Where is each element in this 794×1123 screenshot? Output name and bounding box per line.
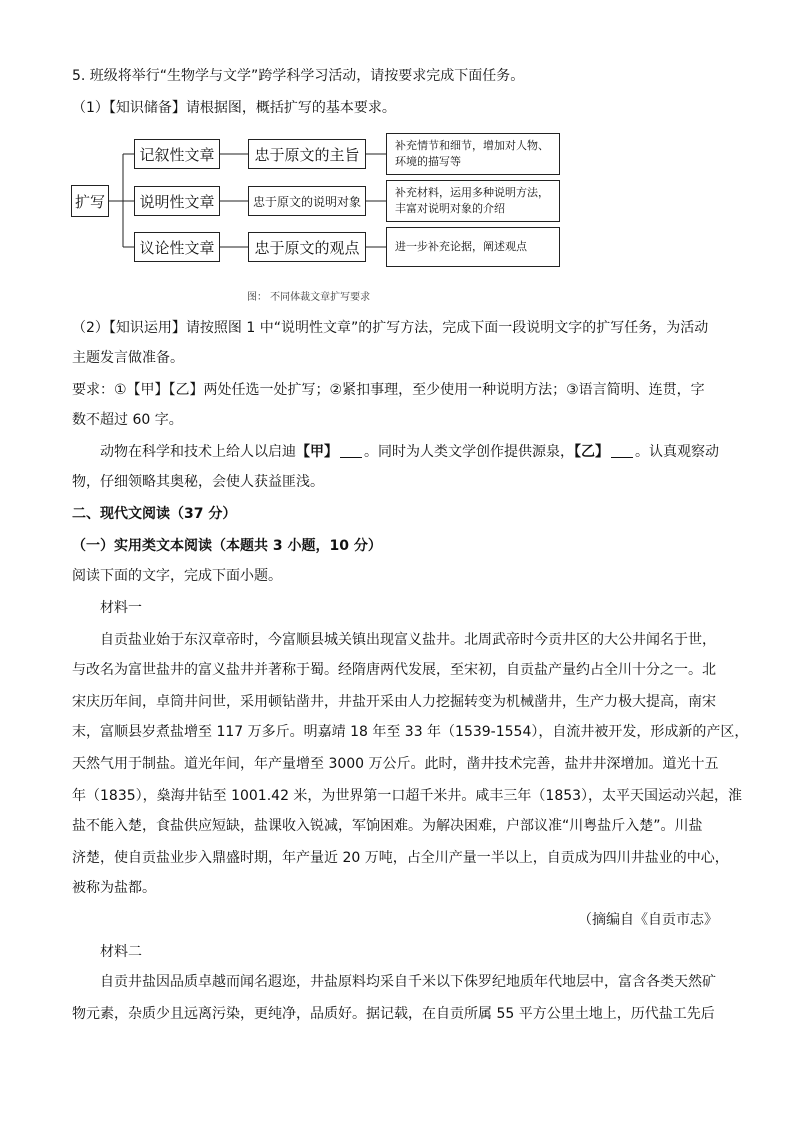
paragraph-text-a: 动物在科学和技术上给人以启迪 xyxy=(100,444,296,460)
reading-instruction: 阅读下面的文字，完成下面小题。 xyxy=(72,568,282,584)
diagram-root: 扩写 xyxy=(71,185,109,217)
type-argumentative: 议论性文章 xyxy=(134,232,220,262)
paragraph-text-c: 。认真观察动 xyxy=(635,444,719,460)
method-narrative: 补充情节和细节，增加对人物、环境的描写等 xyxy=(386,133,560,175)
diagram-caption: 图： 不同体裁文章扩写要求 xyxy=(247,292,371,303)
expansion-paragraph-line1 xyxy=(100,442,719,462)
material1-source: （摘编自《自贡市志》 xyxy=(578,912,718,928)
material1-line: 宋庆历年间，卓筒井问世，采用顿钻凿井，井盐开采由人力挖掘转变为机械凿井，生产力极大提高，南宋 xyxy=(72,694,716,710)
material1-line: 年（1835），燊海井钻至 1001.42 米，为世界第一口超千米井。咸丰三年（1853），太平天国运动兴起，淮 xyxy=(72,788,743,804)
principle-argumentative: 忠于原文的观点 xyxy=(248,232,366,262)
material1-line: 与改名为富世盐井的富义盐井并著称于蜀。经隋唐两代发展，至宋初，自贡盐产量约占全川十分之一。北 xyxy=(72,662,716,678)
material1-line: 自贡盐业始于东汉章帝时，今富顺县城关镇出现富义盐井。北周武帝时今贡井区的大公井闻名于世， xyxy=(100,632,716,648)
part1-prompt: （1）【知识储备】请根据图，概括扩写的基本要求。 xyxy=(72,100,396,116)
blank-jia[interactable] xyxy=(340,443,362,458)
material2-line: 自贡井盐因品质卓越而闻名遐迩，井盐原料均采自千米以下侏罗纪地质年代地层中，富含各类天然矿 xyxy=(100,974,716,990)
material1-line: 末，富顺县岁煮盐增至 117 万多斤。明嘉靖 18 年至 33 年（1539-1554），自流井被开发，形成新的产区， xyxy=(72,724,749,740)
requirement-line1: 要求：①【甲】【乙】两处任选一处扩写；②紧扣事理，至少使用一种说明方法；③语言简明、连贯，字 xyxy=(72,382,705,398)
part2-line2: 主题发言做准备。 xyxy=(72,350,184,366)
material1-line: 盐不能入楚，食盐供应短缺，盐课收入锐减，军饷困难。为解决困难，户部议准“川粤盐斤入楚”。川盐 xyxy=(72,818,703,834)
material1-line: 济楚，使自贡盐业步入鼎盛时期，年产量近 20 万吨，占全川产量一半以上，自贡成为四川井盐业的中心， xyxy=(72,850,729,866)
material2-title: 材料二 xyxy=(100,944,142,960)
question-5-intro: 5. 班级将举行“生物学与文学”跨学科学习活动，请按要求完成下面任务。 xyxy=(72,68,525,84)
principle-expository: 忠于原文的说明对象 xyxy=(248,186,366,216)
blank-yi[interactable] xyxy=(611,443,633,458)
principle-narrative: 忠于原文的主旨 xyxy=(248,139,366,169)
paragraph-text-b: 。同时为人类文学创作提供源泉， xyxy=(364,444,574,460)
expansion-paragraph-line2: 物，仔细领略其奥秘，会使人获益匪浅。 xyxy=(72,474,324,490)
type-narrative: 记叙性文章 xyxy=(134,139,220,169)
type-expository: 说明性文章 xyxy=(134,186,220,216)
requirement-line2: 数不超过 60 字。 xyxy=(72,412,183,428)
section-heading: 二、现代文阅读（37 分） xyxy=(72,506,237,522)
marker-yi: 【乙】 xyxy=(574,444,609,460)
subsection-heading: （一）实用类文本阅读（本题共 3 小题，10 分） xyxy=(72,538,382,554)
material1-title: 材料一 xyxy=(100,600,142,616)
material2-line: 物元素，杂质少且远离污染，更纯净，品质好。据记载，在自贡所属 55 平方公里土地上，历代盐工先后 xyxy=(72,1006,715,1022)
marker-jia: 【甲】 xyxy=(296,444,338,460)
part2-line1: （2）【知识运用】请按照图 1 中“说明性文章”的扩写方法，完成下面一段说明文字的扩写任务，为活动 xyxy=(72,320,709,336)
method-argumentative: 进一步补充论据，阐述观点 xyxy=(386,227,560,267)
material1-line: 天然气用于制盐。道光年间，年产量增至 3000 万公斤。此时，凿井技术完善，盐井井深增加。道光十五 xyxy=(72,756,719,772)
material1-line: 被称为盐都。 xyxy=(72,880,156,896)
method-expository: 补充材料，运用多种说明方法，丰富对说明对象的介绍 xyxy=(386,180,560,222)
